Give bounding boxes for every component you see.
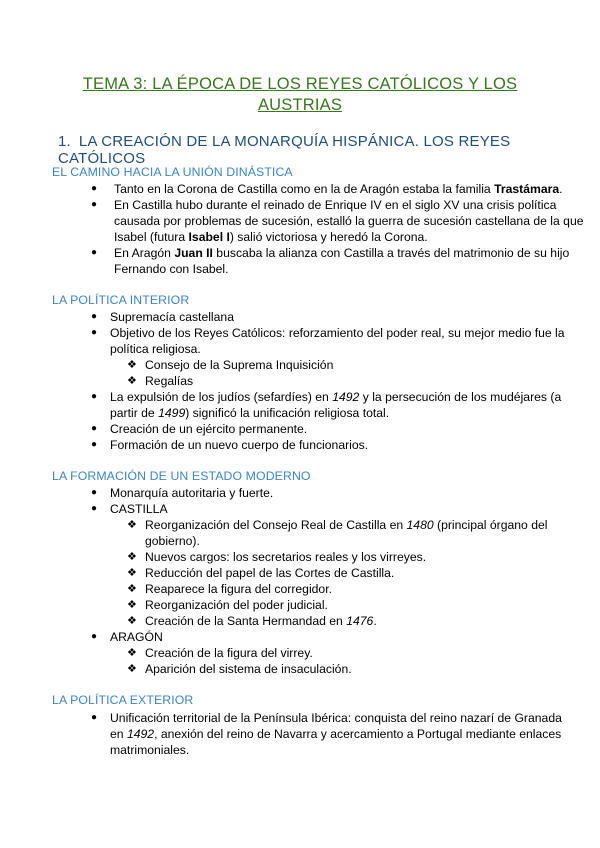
list-item: CASTILLA <box>110 502 168 516</box>
bullet-icon: ● <box>91 199 98 210</box>
diamond-bullet-icon: ❖ <box>127 519 137 531</box>
bullet-icon: ● <box>91 503 98 514</box>
diamond-bullet-icon: ❖ <box>127 615 137 627</box>
diamond-bullet-icon: ❖ <box>127 647 137 659</box>
heading-text: LA CREACIÓN DE LA MONARQUÍA HISPÁNICA. LOS REYES CATÓLICOS <box>58 133 511 167</box>
sub-list-item: Nuevos cargos: los secretarios reales y los virreyes. <box>145 550 427 564</box>
subsection-title-estado: LA FORMACIÓN DE UN ESTADO MODERNO <box>52 469 311 483</box>
sub-list-item: Regalías <box>145 374 194 388</box>
sub-list-item: Reorganización del Consejo Real de Castilla en 1480 (principal órgano del <box>145 518 548 532</box>
heading-number: 1. <box>58 133 71 150</box>
sub-list-item: Reorganización del poder judicial. <box>145 598 328 612</box>
list-item: En Castilla hubo durante el reinado de Enrique IV en el siglo XV una crisis política <box>114 198 557 212</box>
sub-list-item-continuation: gobierno). <box>145 534 200 548</box>
bullet-icon: ● <box>91 391 98 402</box>
sub-list-item: Creación de la Santa Hermandad en 1476. <box>145 614 377 628</box>
list-item: ARAGÓN <box>110 630 163 644</box>
list-item: Creación de un ejército permanente. <box>110 422 308 436</box>
list-item: Monarquía autoritaria y fuerte. <box>110 486 274 500</box>
list-item-continuation: partir de 1499) significó la unificación religiosa total. <box>110 406 390 420</box>
diamond-bullet-icon: ❖ <box>127 551 137 563</box>
sub-list-item: Reducción del papel de las Cortes de Castilla. <box>145 566 395 580</box>
sub-list-item: Aparición del sistema de insaculación. <box>145 662 352 676</box>
diamond-bullet-icon: ❖ <box>127 567 137 579</box>
list-item: Supremacía castellana <box>110 310 234 324</box>
section-heading <box>58 133 600 167</box>
diamond-bullet-icon: ❖ <box>127 359 137 371</box>
bullet-icon: ● <box>91 183 98 194</box>
bullet-icon: ● <box>91 631 98 642</box>
sub-list-item: Creación de la figura del virrey. <box>145 646 313 660</box>
subsection-title-exterior: LA POLÍTICA EXTERIOR <box>52 693 194 707</box>
list-item-continuation: Fernando con Isabel. <box>114 262 229 276</box>
bullet-icon: ● <box>91 311 98 322</box>
list-item: En Aragón Juan II buscaba la alianza con Castilla a través del matrimonio de su hijo <box>114 246 570 260</box>
sub-list-item: Consejo de la Suprema Inquisición <box>145 358 334 372</box>
diamond-bullet-icon: ❖ <box>127 599 137 611</box>
list-item: Unificación territorial de la Península Ibérica: conquista del reino nazarí de Granada <box>110 711 562 725</box>
bullet-icon: ● <box>91 439 98 450</box>
title-line-2: AUSTRIAS <box>257 96 343 114</box>
subsection-title-union: EL CAMINO HACIA LA UNIÓN DINÁSTICA <box>52 165 293 179</box>
bullet-icon: ● <box>91 712 98 723</box>
diamond-bullet-icon: ❖ <box>127 583 137 595</box>
bullet-icon: ● <box>91 247 98 258</box>
subsection-title-interior: LA POLÍTICA INTERIOR <box>52 293 190 307</box>
list-item-continuation: política religiosa. <box>110 342 201 356</box>
list-item-continuation: Isabel (futura Isabel I) salió victoriosa y heredó la Corona. <box>114 230 428 244</box>
title-line-1: TEMA 3: LA ÉPOCA DE LOS REYES CATÓLICOS Y LOS <box>82 75 518 93</box>
bullet-icon: ● <box>91 327 98 338</box>
bullet-icon: ● <box>91 423 98 434</box>
document-title <box>40 74 560 116</box>
diamond-bullet-icon: ❖ <box>127 375 137 387</box>
list-item: Tanto en la Corona de Castilla como en la de Aragón estaba la familia Trastámara. <box>114 182 563 196</box>
list-item: Formación de un nuevo cuerpo de funcionarios. <box>110 438 369 452</box>
diamond-bullet-icon: ❖ <box>127 663 137 675</box>
sub-list-item: Reaparece la figura del corregidor. <box>145 582 332 596</box>
bullet-icon: ● <box>91 487 98 498</box>
list-item: La expulsión de los judíos (sefardíes) en 1492 y la persecución de los mudéjares (a <box>110 390 562 404</box>
list-item-continuation: matrimoniales. <box>110 743 190 757</box>
list-item-continuation: en 1492, anexión del reino de Navarra y acercamiento a Portugal mediante enlaces <box>110 727 562 741</box>
list-item: Objetivo de los Reyes Católicos: reforzamiento del poder real, su mejor medio fue la <box>110 326 565 340</box>
list-item-continuation: causada por problemas de sucesión, estalló la guerra de sucesión castellana de la que <box>114 214 584 228</box>
